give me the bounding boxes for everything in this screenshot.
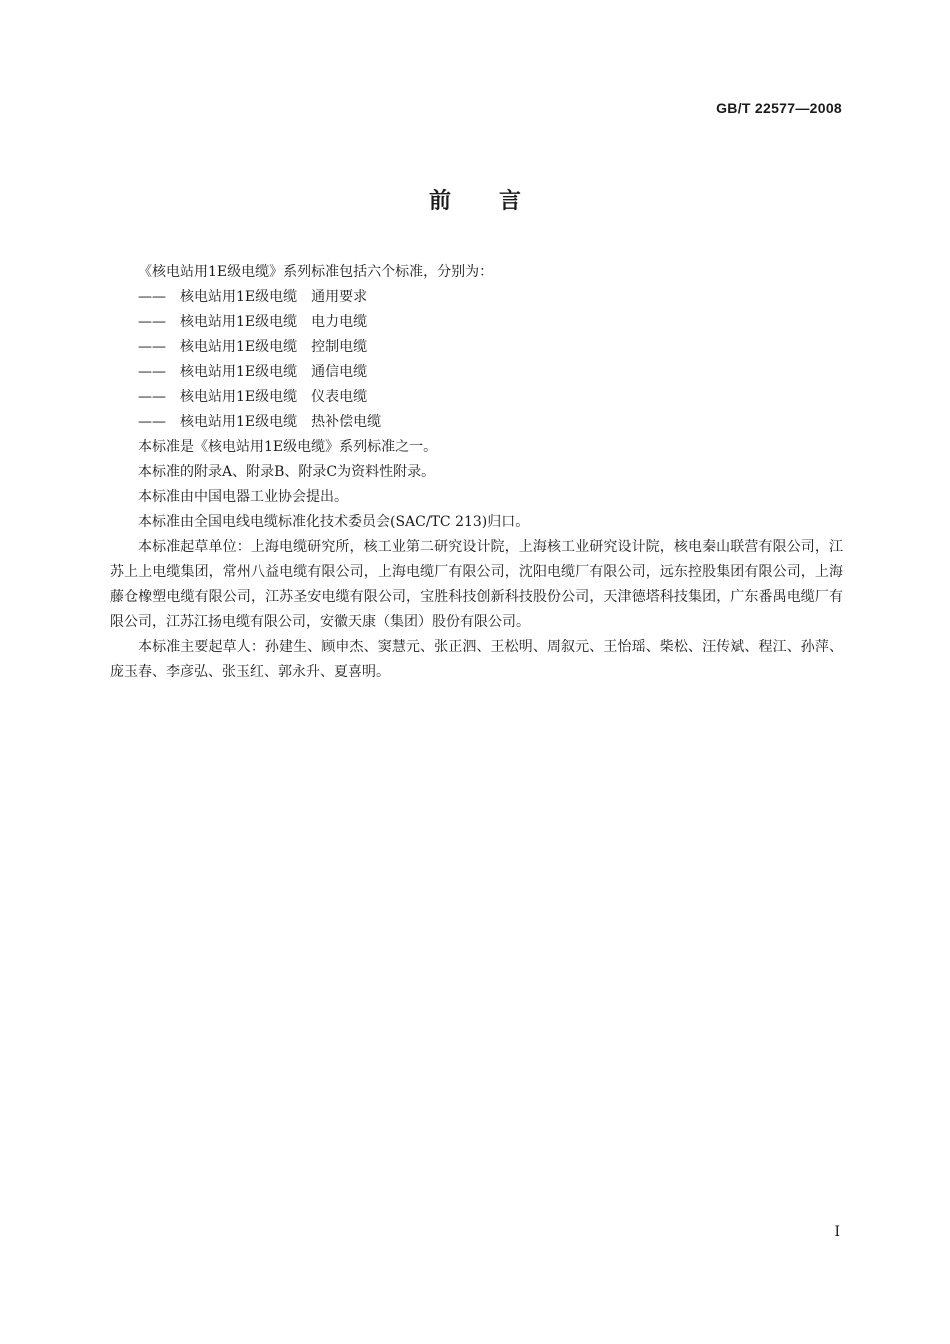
- series-membership-paragraph: 本标准是《核电站用1E级电缆》系列标准之一。: [138, 439, 438, 455]
- proposer-paragraph: 本标准由中国电器工业协会提出。: [138, 489, 348, 505]
- series-list: [110, 285, 843, 435]
- drafters-paragraph: 本标准主要起草人：孙建生、顾申杰、窦慧元、张正泗、王松明、周叙元、王怡瑶、柴松、汪传斌、程江、孙萍、庞玉春、李彦弘、张玉红、郭永升、夏喜明。: [110, 639, 843, 680]
- list-dash: ——: [138, 414, 166, 430]
- page-title: 前言: [428, 189, 569, 214]
- annex-paragraph: 本标准的附录A、附录B、附录C为资料性附录。: [138, 464, 436, 480]
- series-item: [110, 385, 843, 410]
- list-dash: ——: [138, 289, 166, 305]
- series-item-text: 核电站用1E级电缆 通信电缆: [180, 364, 368, 380]
- committee-paragraph: 本标准由全国电线电缆标准化技术委员会(SAC/TC 213)归口。: [138, 514, 530, 530]
- list-dash: ——: [138, 364, 166, 380]
- list-dash: ——: [138, 389, 166, 405]
- series-item: [110, 360, 843, 385]
- series-item-text: 核电站用1E级电缆 热补偿电缆: [180, 414, 382, 430]
- standard-code: GB/T 22577—2008: [716, 100, 842, 116]
- series-item: [110, 310, 843, 335]
- series-item-text: 核电站用1E级电缆 电力电缆: [180, 314, 368, 330]
- series-item-text: 核电站用1E级电缆 仪表电缆: [180, 389, 368, 405]
- series-item: [110, 335, 843, 360]
- page-number: I: [834, 1224, 840, 1240]
- series-item: [110, 285, 843, 310]
- series-item-text: 核电站用1E级电缆 控制电缆: [180, 339, 368, 355]
- intro-paragraph: 《核电站用1E级电缆》系列标准包括六个标准，分别为：: [138, 264, 494, 280]
- list-dash: ——: [138, 339, 166, 355]
- list-dash: ——: [138, 314, 166, 330]
- series-item-text: 核电站用1E级电缆 通用要求: [180, 289, 368, 305]
- foreword-body: [110, 260, 843, 685]
- drafting-units-paragraph: 本标准起草单位：上海电缆研究所，核工业第二研究设计院，上海核工业研究设计院，核电秦山联营有限公司，江苏上上电缆集团，常州八益电缆有限公司，上海电缆厂有限公司，沈阳电缆厂有限公司，远东控股集团有限公司，上海藤仓橡塑电缆有限公司，江苏圣安电缆有限公司，宝胜科技创新科技股份公司，天津德塔科技集团，广东番禺电缆厂有限公司，江苏江扬电缆有限公司，安徽天康（集团）股份有限公司。: [110, 539, 843, 630]
- series-item: [110, 410, 843, 435]
